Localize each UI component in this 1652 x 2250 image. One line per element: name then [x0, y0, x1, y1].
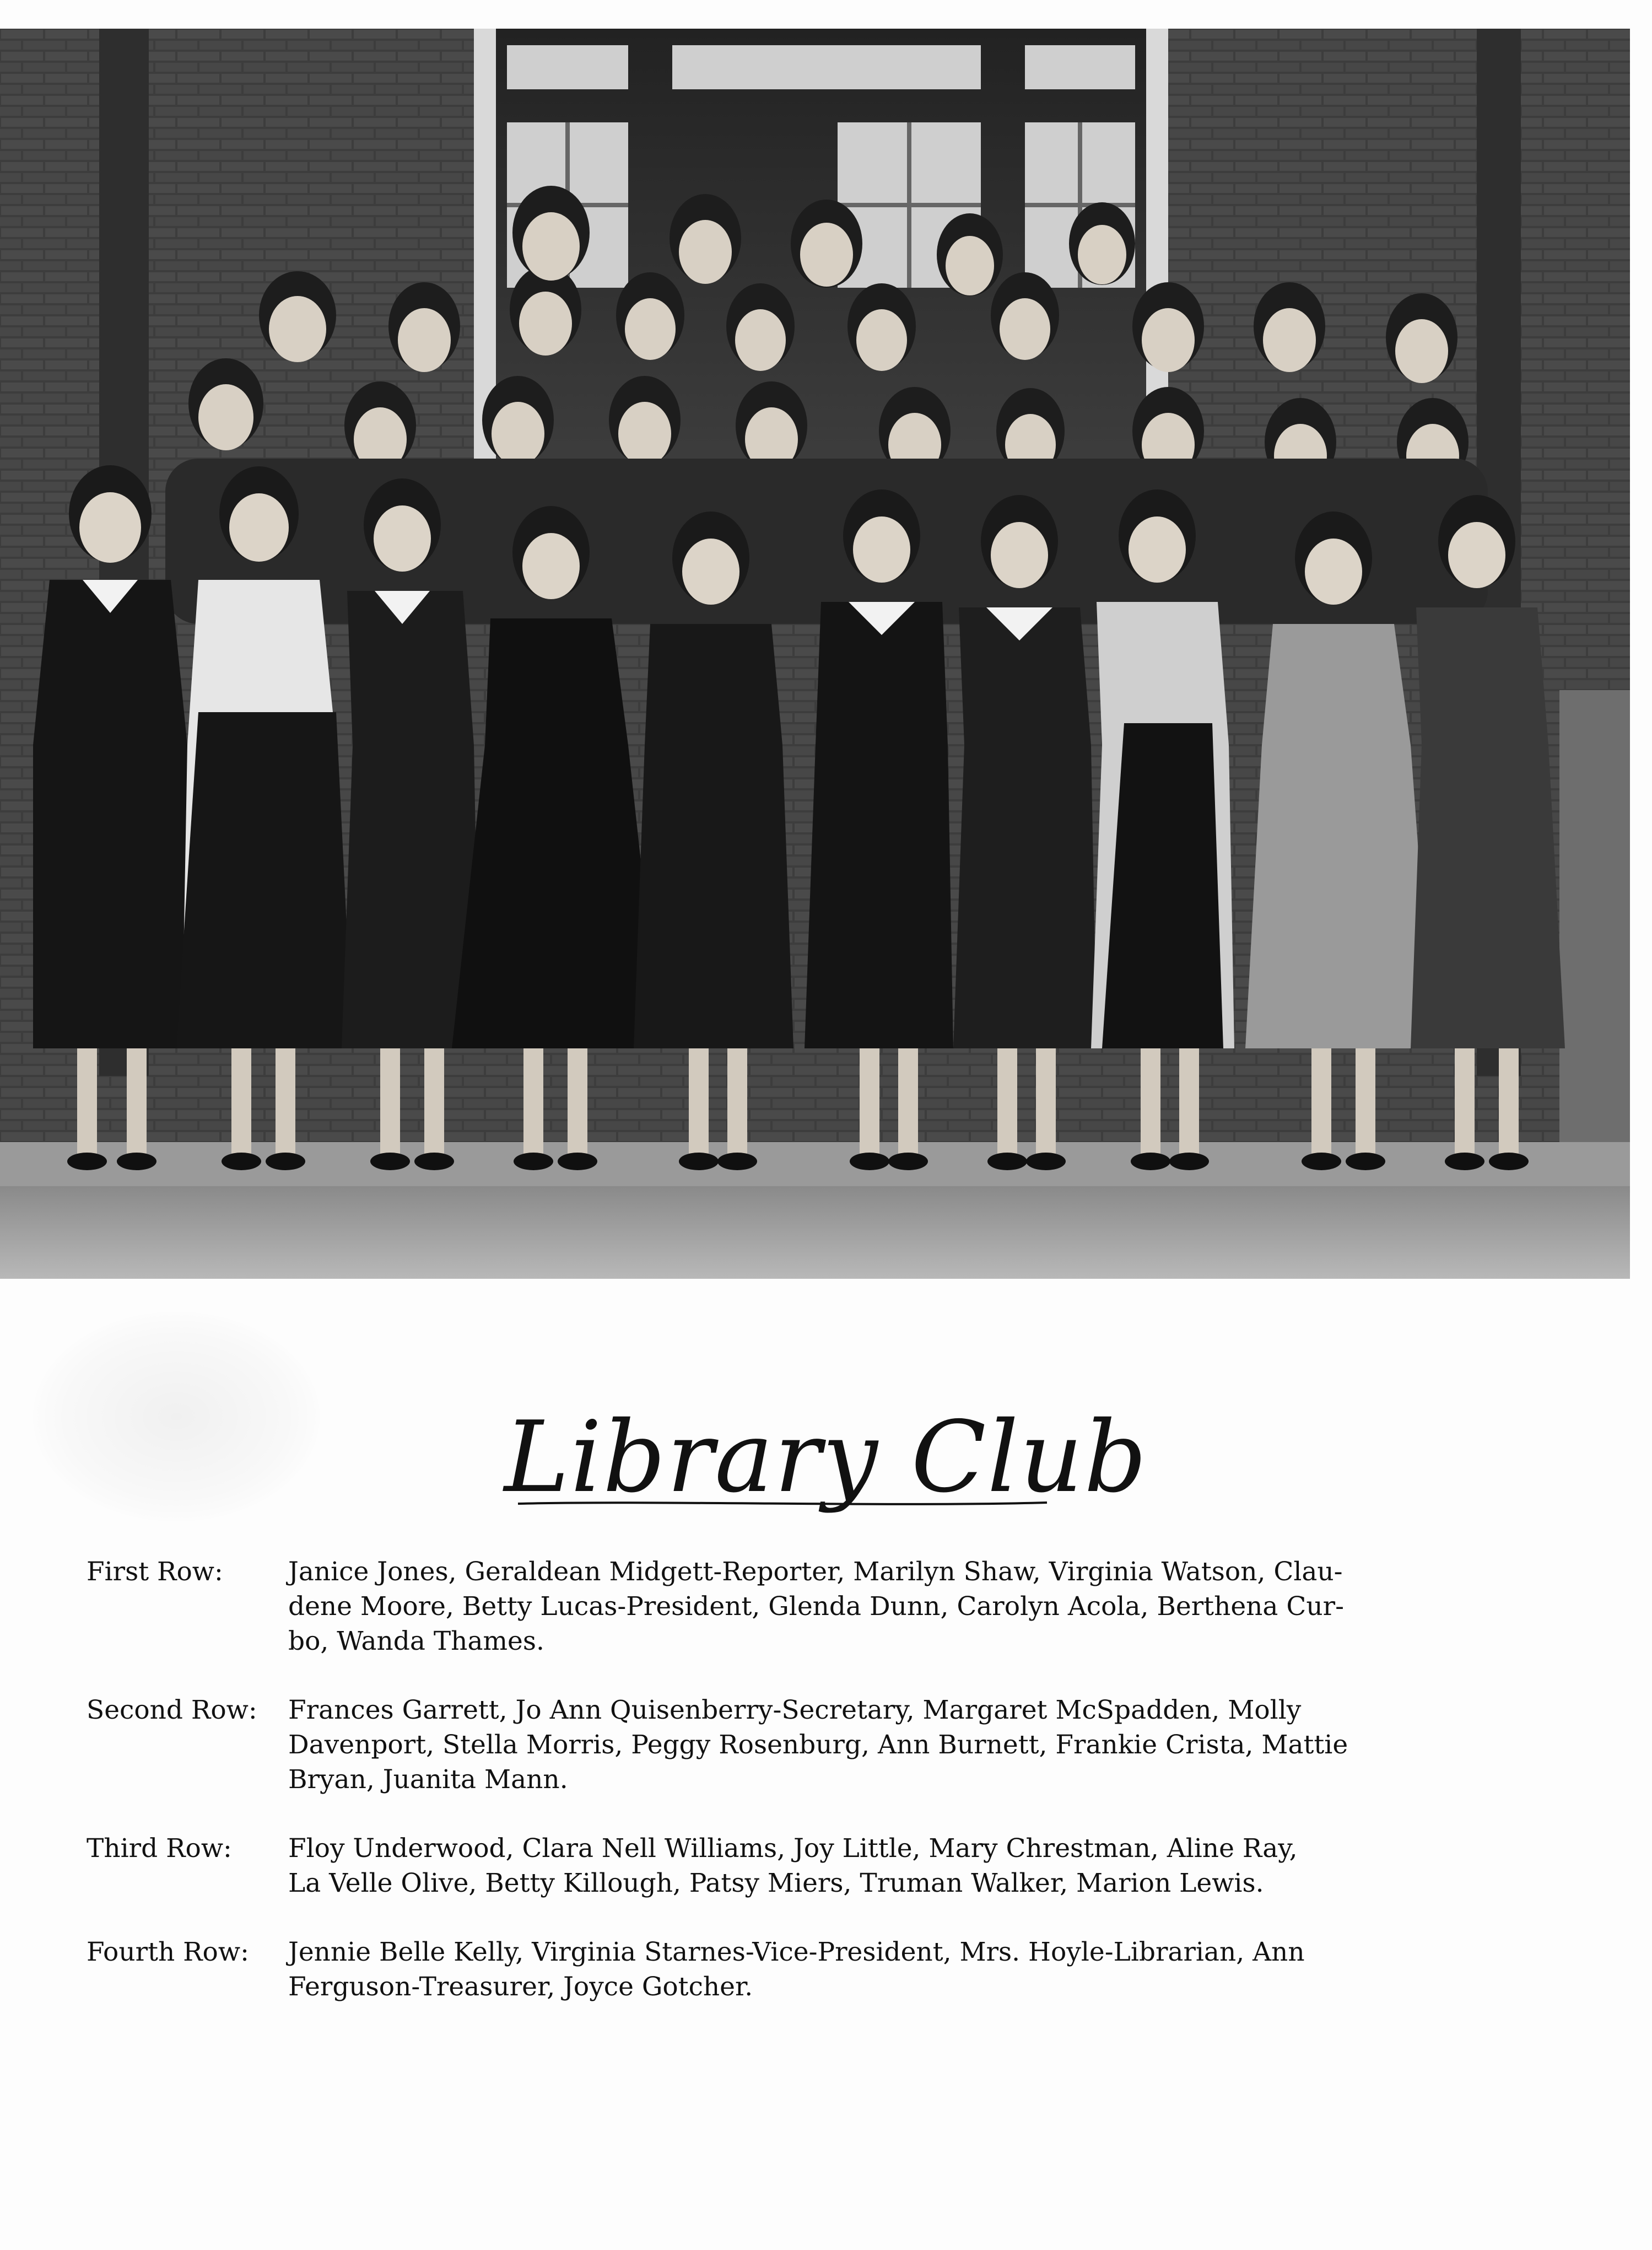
caption-row-label: First Row: [87, 1557, 223, 1587]
caption-row-label: Second Row: [87, 1695, 257, 1725]
caption-row-label: Third Row: [87, 1833, 232, 1864]
caption-row-names: Frances Garrett, Jo Ann Quisenberry-Secretary, Margaret McSpadden, Molly Davenport, Stella Morris, Peggy Rosenburg, Ann Burnett, Frankie Crista, Mattie Bryan, Juanita Mann. [288, 1695, 1348, 1795]
caption-row-fourth [87, 1935, 1519, 2004]
caption-row-second [87, 1693, 1519, 1797]
caption-row-label: Fourth Row: [87, 1937, 249, 1967]
step-front [0, 1186, 1630, 1279]
caption-row-third [87, 1831, 1519, 1901]
caption-row-names: Jennie Belle Kelly, Virginia Starnes-Vice-President, Mrs. Hoyle-Librarian, Ann Ferguson-Treasurer, Joyce Gotcher. [288, 1937, 1305, 2002]
group-photo [0, 29, 1630, 1279]
caption-row-first [87, 1554, 1519, 1659]
caption-row-names: Floy Underwood, Clara Nell Williams, Joy Little, Mary Chrestman, Aline Ray, La Velle Olive, Betty Killough, Patsy Miers, Truman Walker, Marion Lewis. [288, 1833, 1298, 1898]
caption [87, 1554, 1519, 2038]
page-title: Library Club [504, 1400, 1148, 1514]
group-photo-illustration [0, 29, 1630, 1279]
stone-ledge [1559, 690, 1630, 1186]
caption-row-names: Janice Jones, Geraldean Midgett-Reporter, Marilyn Shaw, Virginia Watson, Clau- dene Moore, Betty Lucas-President, Glenda Dunn, Carolyn Acola, Berthena Cur- bo, Wanda Thames. [288, 1557, 1344, 1656]
title-underline [512, 1499, 1052, 1507]
